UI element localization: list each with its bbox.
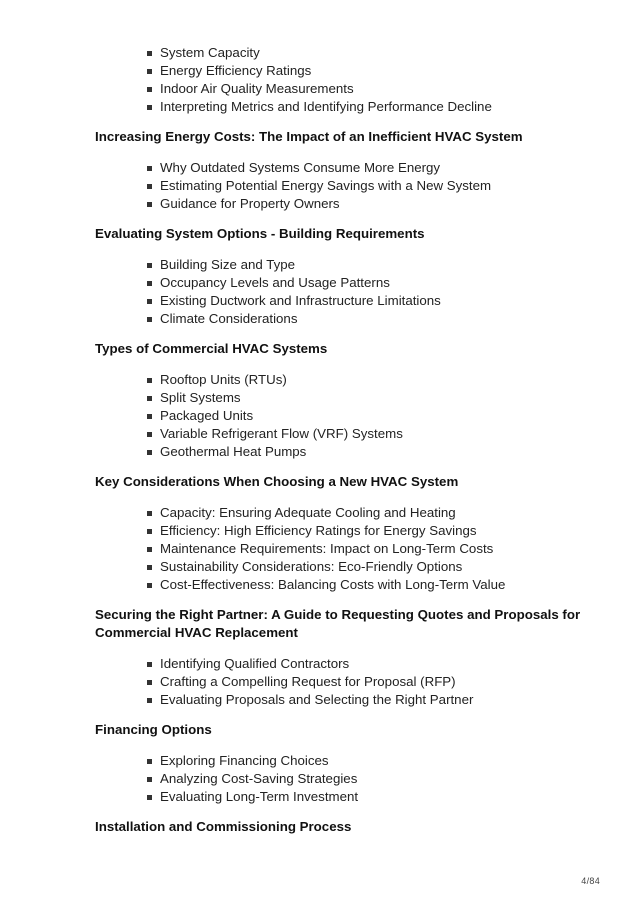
bullet-list <box>0 371 638 461</box>
section-heading: Installation and Commissioning Process <box>95 819 352 834</box>
list-item-text: Why Outdated Systems Consume More Energy <box>160 160 441 175</box>
square-bullet-icon <box>147 378 152 383</box>
list-item-text: Cost-Effectiveness: Balancing Costs with Long-Term Value <box>160 577 506 592</box>
list-item <box>145 540 638 558</box>
list-item-text: Building Size and Type <box>160 257 296 272</box>
page-content <box>0 44 638 836</box>
outline-section <box>0 128 638 213</box>
square-bullet-icon <box>147 432 152 437</box>
list-item <box>145 770 638 788</box>
list-item <box>145 371 638 389</box>
list-item-text: Variable Refrigerant Flow (VRF) Systems <box>160 426 403 441</box>
list-item-text: Evaluating Long-Term Investment <box>160 789 359 804</box>
square-bullet-icon <box>147 414 152 419</box>
list-item <box>145 752 638 770</box>
list-item <box>145 443 638 461</box>
square-bullet-icon <box>147 547 152 552</box>
list-item-text: Identifying Qualified Contractors <box>160 656 350 671</box>
bullet-list <box>0 752 638 806</box>
page-number: 4/84 <box>581 876 600 886</box>
list-item <box>145 159 638 177</box>
list-item <box>145 691 638 709</box>
square-bullet-icon <box>147 698 152 703</box>
square-bullet-icon <box>147 166 152 171</box>
square-bullet-icon <box>147 87 152 92</box>
list-item <box>145 177 638 195</box>
list-item-text: Capacity: Ensuring Adequate Cooling and Heating <box>160 505 456 520</box>
section-heading: Increasing Energy Costs: The Impact of an Inefficient HVAC System <box>95 129 523 144</box>
list-item-text: Efficiency: High Efficiency Ratings for Energy Savings <box>160 523 477 538</box>
list-item-text: Interpreting Metrics and Identifying Performance Decline <box>160 99 492 114</box>
list-item <box>145 504 638 522</box>
list-item <box>145 425 638 443</box>
square-bullet-icon <box>147 69 152 74</box>
list-item-text: System Capacity <box>160 45 260 60</box>
square-bullet-icon <box>147 529 152 534</box>
list-item <box>145 256 638 274</box>
outline-section <box>0 225 638 328</box>
list-item <box>145 655 638 673</box>
square-bullet-icon <box>147 680 152 685</box>
section-heading: Evaluating System Options - Building Requirements <box>95 226 425 241</box>
section-heading: Financing Options <box>95 722 212 737</box>
square-bullet-icon <box>147 51 152 56</box>
list-item-text: Guidance for Property Owners <box>160 196 340 211</box>
outline-section <box>0 606 638 709</box>
section-heading: Key Considerations When Choosing a New HVAC System <box>95 474 459 489</box>
list-item <box>145 788 638 806</box>
list-item <box>145 274 638 292</box>
list-item-text: Packaged Units <box>160 408 254 423</box>
list-item <box>145 44 638 62</box>
list-item-text: Estimating Potential Energy Savings with a New System <box>160 178 492 193</box>
list-item <box>145 407 638 425</box>
square-bullet-icon <box>147 511 152 516</box>
square-bullet-icon <box>147 105 152 110</box>
list-item <box>145 576 638 594</box>
list-item-text: Rooftop Units (RTUs) <box>160 372 287 387</box>
list-item <box>145 292 638 310</box>
outline-section <box>0 721 638 806</box>
list-item-text: Analyzing Cost-Saving Strategies <box>160 771 358 786</box>
section-heading: Securing the Right Partner: A Guide to Requesting Quotes and Proposals for Commercial HVAC Replacement <box>95 607 581 640</box>
bullet-list <box>0 655 638 709</box>
square-bullet-icon <box>147 317 152 322</box>
list-item-text: Existing Ductwork and Infrastructure Limitations <box>160 293 441 308</box>
square-bullet-icon <box>147 777 152 782</box>
square-bullet-icon <box>147 281 152 286</box>
list-item <box>145 522 638 540</box>
list-item-text: Crafting a Compelling Request for Proposal (RFP) <box>160 674 456 689</box>
list-item <box>145 98 638 116</box>
bullet-list <box>0 256 638 328</box>
list-item <box>145 558 638 576</box>
list-item-text: Indoor Air Quality Measurements <box>160 81 354 96</box>
list-item <box>145 80 638 98</box>
list-item <box>145 62 638 80</box>
bullet-list <box>0 504 638 594</box>
list-item-text: Geothermal Heat Pumps <box>160 444 307 459</box>
square-bullet-icon <box>147 263 152 268</box>
outline-section <box>0 340 638 461</box>
square-bullet-icon <box>147 795 152 800</box>
list-item-text: Climate Considerations <box>160 311 298 326</box>
square-bullet-icon <box>147 565 152 570</box>
list-item-text: Evaluating Proposals and Selecting the Right Partner <box>160 692 474 707</box>
list-item-text: Split Systems <box>160 390 241 405</box>
list-item-text: Exploring Financing Choices <box>160 753 329 768</box>
list-item <box>145 310 638 328</box>
square-bullet-icon <box>147 184 152 189</box>
bullet-list <box>0 159 638 213</box>
outline-section <box>0 473 638 594</box>
square-bullet-icon <box>147 583 152 588</box>
list-item <box>145 195 638 213</box>
list-item <box>145 673 638 691</box>
list-item-text: Maintenance Requirements: Impact on Long-Term Costs <box>160 541 494 556</box>
outline-section <box>0 818 638 836</box>
list-item-text: Occupancy Levels and Usage Patterns <box>160 275 390 290</box>
list-item <box>145 389 638 407</box>
bullet-list <box>0 44 638 116</box>
square-bullet-icon <box>147 759 152 764</box>
square-bullet-icon <box>147 299 152 304</box>
section-heading: Types of Commercial HVAC Systems <box>95 341 328 356</box>
square-bullet-icon <box>147 450 152 455</box>
square-bullet-icon <box>147 202 152 207</box>
square-bullet-icon <box>147 662 152 667</box>
square-bullet-icon <box>147 396 152 401</box>
list-item-text: Sustainability Considerations: Eco-Friendly Options <box>160 559 463 574</box>
list-item-text: Energy Efficiency Ratings <box>160 63 312 78</box>
